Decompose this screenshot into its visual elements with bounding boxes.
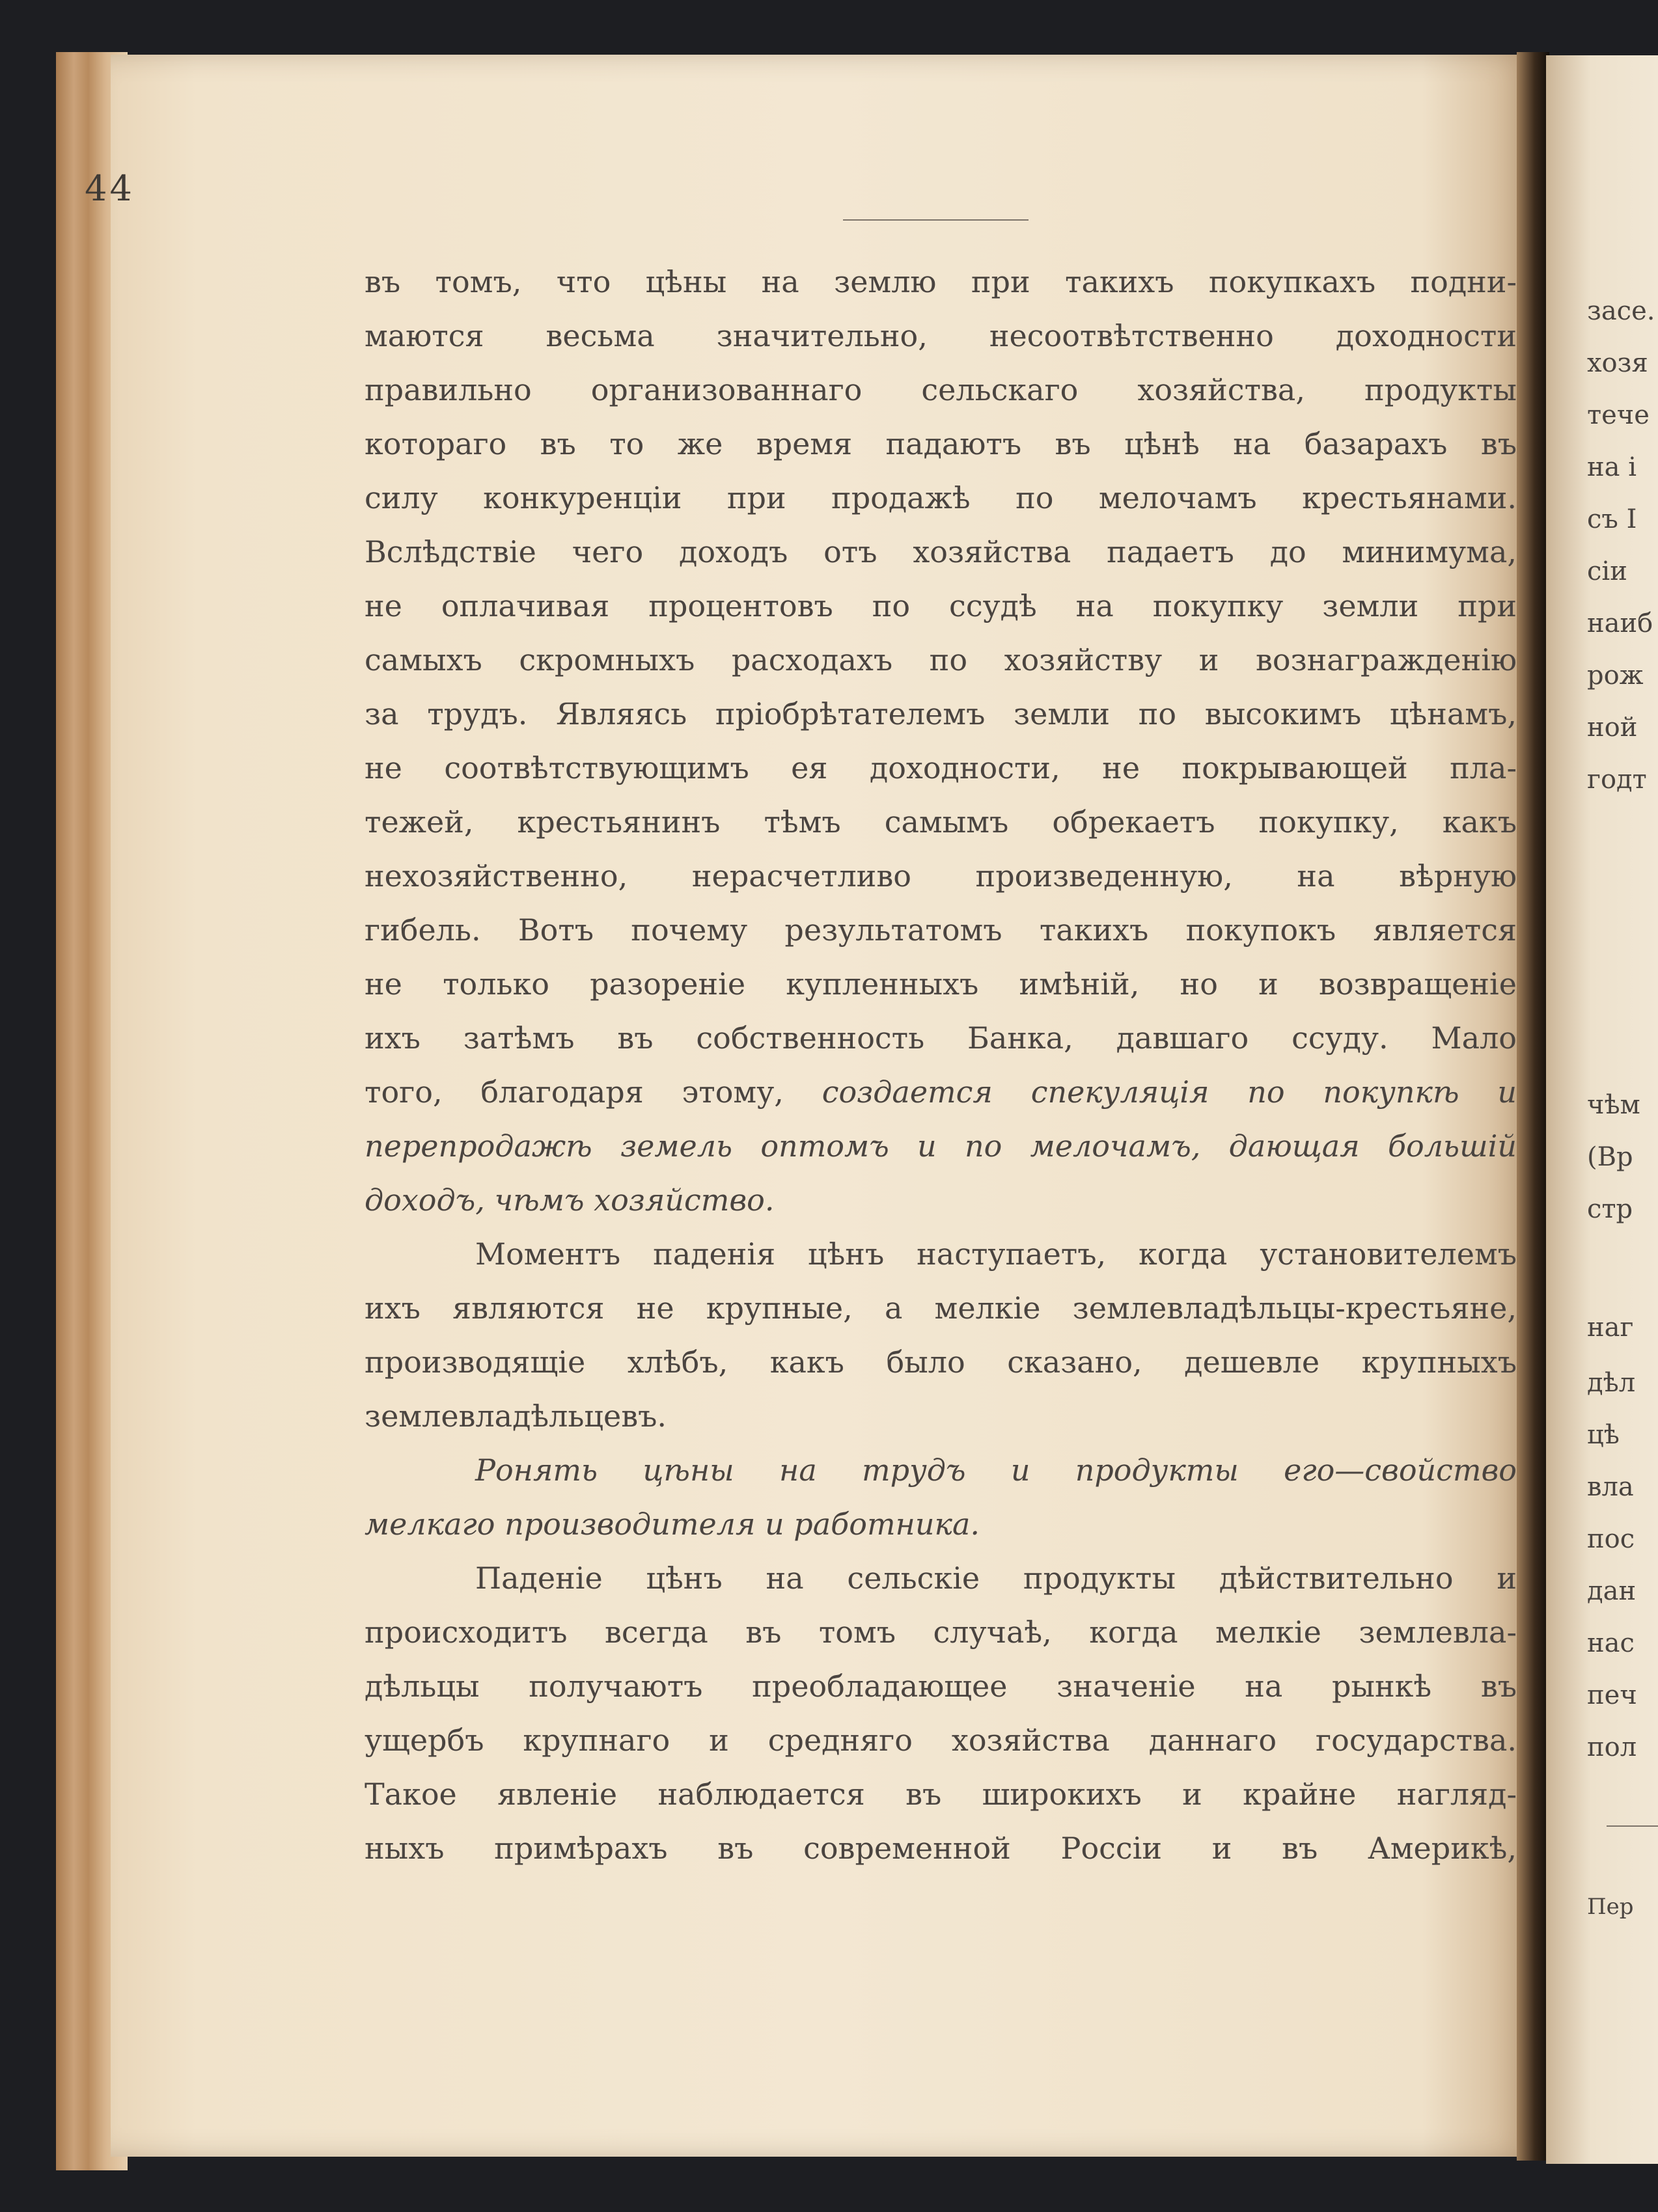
next-page-fragment: рож: [1587, 661, 1644, 690]
text-line: землевладѣльцевъ.: [365, 1399, 667, 1434]
text-line: тежей, крестьянинъ тѣмъ самымъ обрекаетъ покупку, какъ: [365, 804, 1517, 840]
next-page-fragment: вла: [1587, 1472, 1634, 1502]
text-line: самыхъ скромныхъ расходахъ по хозяйству и вознагражденію: [365, 642, 1517, 677]
text-line: Паденіе цѣнъ на сельскіе продукты дѣйствительно и: [475, 1561, 1517, 1596]
page-number: 44: [85, 168, 135, 209]
text-line: правильно организованнаго сельскаго хозяйства, продукты: [365, 372, 1517, 407]
next-page-rule: [1607, 1825, 1658, 1827]
body-text: [365, 255, 1517, 1876]
text-line: не соотвѣтствующимъ ея доходности, не покрывающей пла-: [365, 750, 1517, 785]
text-line: ихъ затѣмъ въ собственность Банка, давшаго ссуду. Мало: [365, 1020, 1517, 1056]
text-line: въ томъ, что цѣны на землю при такихъ покупкахъ подни-: [365, 264, 1517, 299]
text-line: за трудъ. Являясь пріобрѣтателемъ земли по высокимъ цѣнамъ,: [365, 696, 1517, 731]
text-line: Вслѣдствіе чего доходъ отъ хозяйства падаетъ до минимума,: [365, 534, 1517, 569]
next-page-fragment: тече: [1587, 400, 1650, 430]
next-page-fragment: Пер: [1587, 1894, 1634, 1920]
next-page-fragment: нас: [1587, 1628, 1635, 1658]
text-line: не только разореніе купленныхъ имѣній, но и возвращеніе: [365, 966, 1517, 1002]
text-span: того, благодаря этому,: [365, 1074, 822, 1110]
text-line: котораго въ то же время падаютъ въ цѣнѣ на базарахъ въ: [365, 426, 1517, 461]
next-page-fragment: пол: [1587, 1732, 1637, 1762]
next-page-fragment: засе.: [1587, 296, 1655, 326]
next-page-fragment: чѣм: [1587, 1090, 1640, 1120]
next-page-fragment: стр: [1587, 1194, 1633, 1224]
text-line: ихъ являются не крупные, а мелкіе землевладѣльцы-крестьяне,: [365, 1290, 1517, 1326]
text-line: нехозяйственно, нерасчетливо произведенную, на вѣрную: [365, 858, 1517, 894]
book-gutter: [1517, 52, 1549, 2161]
text-line: гибель. Вотъ почему результатомъ такихъ покупокъ является: [365, 912, 1517, 948]
italic-emphasis: создается спекуляція по покупкѣ и: [822, 1074, 1517, 1110]
text-line: происходитъ всегда въ томъ случаѣ, когда мелкіе землевла-: [365, 1615, 1517, 1650]
next-page-fragment: годт: [1587, 765, 1647, 795]
italic-line: перепродажѣ земель оптомъ и по мелочамъ, дающая большій: [365, 1128, 1517, 1164]
next-page-fragment: съ І: [1587, 504, 1637, 534]
next-page-fragment: (Вр: [1587, 1142, 1633, 1172]
next-page-fragment: дан: [1587, 1576, 1637, 1606]
text-line: не оплачивая процентовъ по ссудѣ на покупку земли при: [365, 588, 1517, 623]
text-line: ныхъ примѣрахъ въ современной Россіи и въ Америкѣ,: [365, 1831, 1517, 1866]
next-page-fragment: сіи: [1587, 556, 1627, 586]
text-line: Моментъ паденія цѣнъ наступаетъ, когда установителемъ: [475, 1236, 1517, 1272]
italic-line: Ронять цѣны на трудъ и продукты его—свойство: [475, 1453, 1517, 1488]
text-line: ущербъ крупнаго и средняго хозяйства даннаго государства.: [365, 1723, 1517, 1758]
italic-line: доходъ, чѣмъ хозяйство.: [365, 1182, 775, 1218]
next-page-fragment: дѣл: [1587, 1368, 1636, 1398]
next-page-fragment: наиб: [1587, 608, 1653, 638]
next-page-fragment: печ: [1587, 1680, 1637, 1710]
next-page-fragment: пос: [1587, 1524, 1635, 1554]
text-line-mixed: [365, 1065, 1517, 1119]
text-line: дѣльцы получаютъ преобладающее значеніе на рынкѣ въ: [365, 1669, 1517, 1704]
next-page-fragment: наг: [1587, 1313, 1634, 1343]
next-page-fragment: ной: [1587, 713, 1638, 743]
italic-line: мелкаго производителя и работника.: [365, 1507, 980, 1542]
text-line: силу конкуренціи при продажѣ по мелочамъ крестьянами.: [365, 480, 1517, 515]
text-line: производящіе хлѣбъ, какъ было сказано, дешевле крупныхъ: [365, 1345, 1517, 1380]
next-page-fragment: хозя: [1587, 348, 1648, 378]
page-number-rule: [843, 219, 1029, 221]
next-page-fragment: цѣ: [1587, 1420, 1620, 1450]
next-page-fragment: на і: [1587, 452, 1637, 482]
text-line: Такое явленіе наблюдается въ широкихъ и крайне нагляд-: [365, 1777, 1517, 1812]
text-line: маются весьма значительно, несоотвѣтственно доходности: [365, 318, 1517, 353]
